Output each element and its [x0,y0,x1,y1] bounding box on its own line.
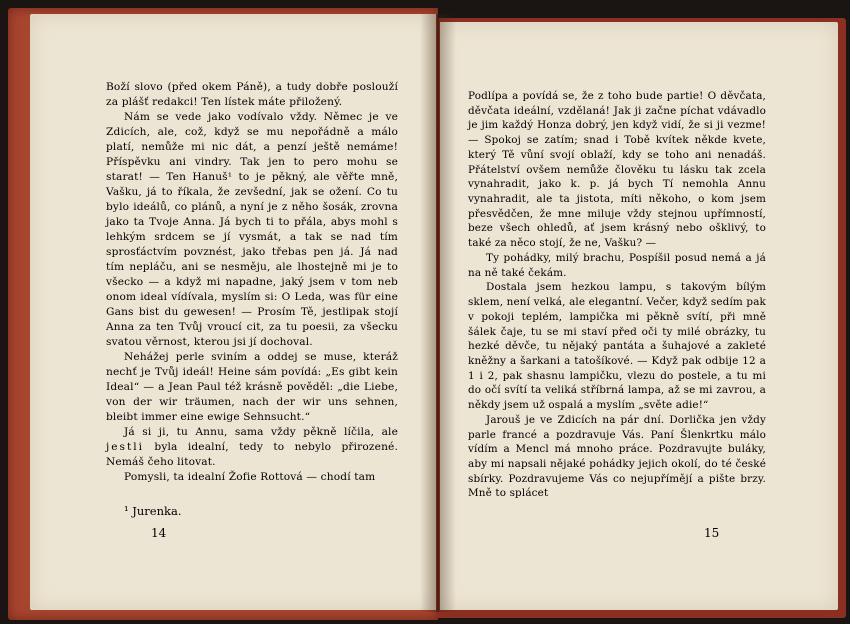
paragraph: Jarouš je ve Zdicích na pár dní. Dorlička jen vždy parle francé a pozdravuje Vás. Paní Šlenkrtku málo vídím a Mencl má mnoho práce. Pozdravujte buláky, aby mi napsali nějaké pohádky jejich okolí, do té české sbírky. Pozdravujeme Vás co nejupřímějí a pište brzy. Mně to splácet [468,413,766,500]
spaced-word: jestli [106,441,145,453]
paragraph-part: byla idealní, tedy to nebylo přirozené. Nemáš čeho litovat. [106,441,398,468]
paragraph-part: Já si ji, tu Annu, sama vždy pěkně líčila, ale [124,426,398,438]
paragraph: Pomysli, ta idealní Žofie Rottová — chodí tam [124,471,376,483]
paragraph: Dostala jsem hezkou lampu, s takovým bílým sklem, není velká, ale elegantní. Večer, když sedím pak v pokoji teplém, lampička mi pěkně svítí, při mně šálek čaje, tu se mi staví před oči ty milé obrázky, tu hezké děvče, tu nějaký pantáta a šuhajové a zakleté kněžny a šarkani a tatošíkové. — Když pak odbije 12 a 1 i 2, pak shasnu lampičku, vlezu do postele, a tu mi do očí svítí ta veliká stříbrná lampa, až se mi zavrou, a někdy jsem už ospalá a myslím „světe adie!“ [468,281,766,412]
page-number-left: 14 [151,526,167,540]
paragraph: Podlípa a povídá se, že z toho bude partie! O děvčata, děvčata ideální, vzdělaná! Jak ji začne píchat vdávadlo je jim každý Honza dobrý, jen když vidí, že si ji vezme! — Spokoj se zatím; snad i Tobě kvítek někde kvete, který Tě vůní svojí oblaží, kdy se toho ani nenadáš. Přátelství ovšem nemůže člověku tu lásku tak zcela vynahradit, jako k. p. já bych Tí nemohla Annu vynahradit, ale ta jistota, míti někoho, o kom jsem přesvědčen, že mne miluje vždy stejnou upřímností, beze všech ohledů, ať jsem krásný nebo ošklivý, to také za něco stojí, že ne, Vašku? — [468,90,766,250]
footnote: ¹ Jurenka. [124,504,182,518]
right-page-text [468,89,766,501]
paragraph: Ty pohádky, milý brachu, Pospíšil posud nemá a já na ně také čekám. [468,251,766,279]
paragraph: Nehážej perle sviním a oddej se muse, kteráž nechť je Tvůj ideál! Heine sám povídá: „Es gibt kein Ideal“ — a Jean Paul též krásně pověděl: „die Liebe, von der wir träumen, nach der wir uns sehnen, bleibt immer eine ewige Sehnsucht.“ [106,351,398,423]
page-number-right: 15 [704,526,720,540]
paragraph: Boží slovo (před okem Páně), a tudy dobře poslouží za plášť redakci! Ten lístek máte přiložený. [106,81,398,108]
left-page-text [106,80,398,485]
paragraph [106,425,398,470]
paragraph: Nám se vede jako vodívalo vždy. Němec je ve Zdicích, ale, což, když se mu nepořádně a málo platí, nemůže mi nic dát, a penzí ještě nemáme! Příspěvku ani vindry. Tak jen to pero mohu se starat! — Ten Hanuš¹ to je pěkný, ale věřte mně, Vašku, já to říkala, že zevšední, jak se ožení. Co tu bylo ideálů, co plánů, a nyní je z něho šosák, zrovna jako ta Tvoje Anna. Já bych ti to přála, abys mohl s lehkým srdcem se jí vysmát, a tak se nad tím sprosťáctvím povznést, jako třebas pen já. Já nad tím nepláču, ani se nesměju, ale lhostejně mi je to všecko — a když mi napadne, jaký jsem v tom neb onom ideal vídívala, myslím si: O Leda, was für eine Gans bist du gewesen! — Prosím Tě, jestlipak stojí Anna za ten Tvůj vroucí cit, za tu poesii, za všecku svatou věrnost, kterou jsi jí dochoval. [106,111,398,348]
